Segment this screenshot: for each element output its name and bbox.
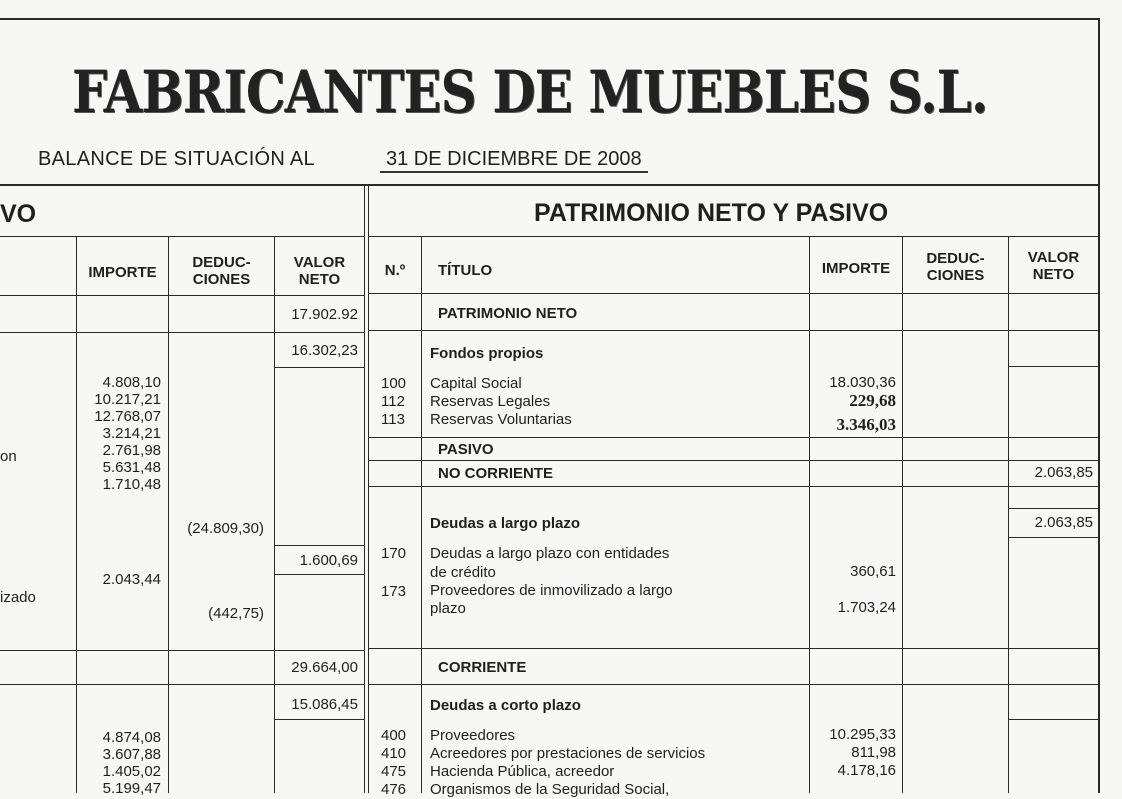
pasivo-cell-line — [1008, 719, 1099, 720]
activo-col-line — [168, 236, 169, 793]
account-number: 173 — [381, 583, 407, 600]
pasivo-cell-line — [1008, 537, 1099, 538]
no-corriente-valor: 2.063,85 — [1034, 464, 1093, 481]
pasivo-col-valor-neto: VALOR NETO — [1027, 249, 1080, 283]
pasivo-title-bottom — [368, 236, 1099, 237]
account-number: 476 — [381, 781, 407, 798]
activo-valor-neto: 15.086,45 — [291, 696, 358, 713]
activo-col-importe: IMPORTE — [88, 264, 157, 281]
importe-cell: 1.405,02 — [102, 763, 161, 780]
balance-date: 31 DE DICIEMBRE DE 2008 — [380, 148, 648, 173]
activo-valor-neto: 16.302,23 — [291, 342, 358, 359]
account-title: Reservas Legales — [430, 393, 551, 410]
importe-cell: 3.214,21 — [102, 425, 161, 442]
pasivo-col-line — [902, 236, 903, 793]
account-number: 170 — [381, 545, 407, 562]
account-number: 113 — [381, 411, 405, 428]
account-title: de crédito — [430, 564, 496, 581]
row-no-corriente: NO CORRIENTE — [438, 465, 554, 482]
importe-cell: 2.761,98 — [102, 442, 161, 459]
account-importe: 3.346,03 — [836, 415, 896, 434]
account-number: 112 — [381, 393, 405, 410]
row-fondos-propios: Fondos propios — [430, 345, 544, 362]
outer-right-border — [1098, 18, 1100, 793]
row-deudas-largo-plazo: Deudas a largo plazo — [430, 515, 581, 532]
account-importe: 1.703,24 — [837, 599, 896, 616]
pasivo-col-line — [421, 236, 422, 793]
activo-row-line — [0, 650, 364, 651]
row-pasivo: PASIVO — [438, 441, 494, 458]
activo-importes-group2 — [77, 729, 161, 797]
pasivo-col-importe: IMPORTE — [821, 260, 891, 277]
activo-col-deducciones: DEDUC- CIONES — [192, 254, 251, 288]
header-separator — [0, 184, 1100, 186]
pasivo-row-line — [368, 460, 1099, 461]
activo-section-title: VO — [0, 200, 37, 228]
pasivo-col-deducciones: DEDUC- CIONES — [926, 250, 985, 284]
activo-cell-line — [274, 574, 364, 575]
row-corriente: CORRIENTE — [438, 659, 527, 676]
account-importe: 4.178,16 — [837, 762, 896, 779]
pasivo-col-titulo: TÍTULO — [438, 262, 493, 279]
pasivo-row-line — [368, 684, 1099, 685]
account-title: Acreedores por prestaciones de servicios — [430, 745, 706, 762]
pasivo-cell-line — [1008, 508, 1099, 509]
account-number: 410 — [381, 745, 407, 762]
importe-cell: 10.217,21 — [94, 391, 161, 408]
importe-cell: 5.199,47 — [102, 780, 161, 797]
activo-valor-neto: 29.664,00 — [291, 659, 358, 676]
account-importe: 360,61 — [850, 563, 896, 580]
activo-label-fragment: izado — [0, 589, 36, 606]
activo-cell-line — [274, 367, 364, 368]
account-title: Reservas Voluntarias — [430, 411, 572, 428]
pasivo-row-line — [368, 330, 1099, 331]
importe-cell: 1.710,48 — [102, 476, 161, 493]
account-title: Proveedores de inmovilizado a largo — [430, 582, 673, 599]
account-title: Hacienda Pública, acreedor — [430, 763, 615, 780]
company-logo-title: FABRICANTES DE MUEBLES S.L. — [72, 58, 988, 126]
account-title: plazo — [430, 600, 466, 617]
deduccion-cell: (24.809,30) — [187, 520, 264, 537]
outer-top-border — [0, 18, 1100, 20]
deudas-lp-valor: 2.063,85 — [1034, 514, 1093, 531]
activo-col-valor-neto: VALOR NETO — [293, 254, 346, 288]
pasivo-cell-line — [1008, 366, 1099, 367]
importe-cell: 4.808,10 — [102, 374, 161, 391]
importe-cell: 12.768,07 — [94, 408, 161, 425]
pasivo-col-line — [809, 236, 810, 793]
center-divider — [364, 185, 365, 793]
pasivo-row-line — [368, 437, 1099, 438]
row-deudas-corto-plazo: Deudas a corto plazo — [430, 697, 581, 714]
pasivo-section-title: PATRIMONIO NETO Y PASIVO — [534, 199, 889, 227]
account-importe: 18.030,36 — [829, 374, 896, 391]
activo-row-line — [0, 684, 364, 685]
importe-cell: 2.043,44 — [102, 571, 161, 588]
row-patrimonio-neto: PATRIMONIO NETO — [438, 305, 578, 322]
account-number: 475 — [381, 763, 407, 780]
account-title: Organismos de la Seguridad Social, — [430, 781, 670, 798]
account-title: Capital Social — [430, 375, 522, 392]
importe-cell: 5.631,48 — [102, 459, 161, 476]
activo-valor-neto: 17.902.92 — [291, 306, 358, 323]
account-title: Proveedores — [430, 727, 516, 744]
balance-subtitle: BALANCE DE SITUACIÓN AL — [38, 148, 315, 170]
importe-cell: 4.874,08 — [102, 729, 161, 746]
pasivo-row-line — [368, 486, 1099, 487]
activo-importes-group1 — [77, 374, 161, 493]
importe-cell: 3.607,88 — [102, 746, 161, 763]
deduccion-cell: (442,75) — [208, 605, 264, 622]
pasivo-row-line — [368, 648, 1099, 649]
account-importe: 10.295,33 — [829, 726, 896, 743]
activo-colhdr-bottom — [0, 295, 364, 296]
activo-label-fragment: on — [0, 448, 17, 465]
account-number: 400 — [381, 727, 407, 744]
account-title: Deudas a largo plazo con entidades — [430, 545, 670, 562]
activo-cell-line — [274, 719, 364, 720]
account-importe: 229,68 — [849, 391, 896, 410]
activo-valor-neto: 1.600,69 — [299, 552, 358, 569]
activo-cell-line — [274, 545, 364, 546]
pasivo-col-numero: N.º — [384, 262, 406, 279]
activo-col-line — [76, 236, 77, 793]
account-number: 100 — [381, 375, 407, 392]
account-importe: 811,98 — [851, 744, 896, 761]
pasivo-colhdr-bottom — [368, 293, 1099, 294]
activo-row-line — [0, 332, 364, 333]
activo-title-bottom — [0, 236, 364, 237]
